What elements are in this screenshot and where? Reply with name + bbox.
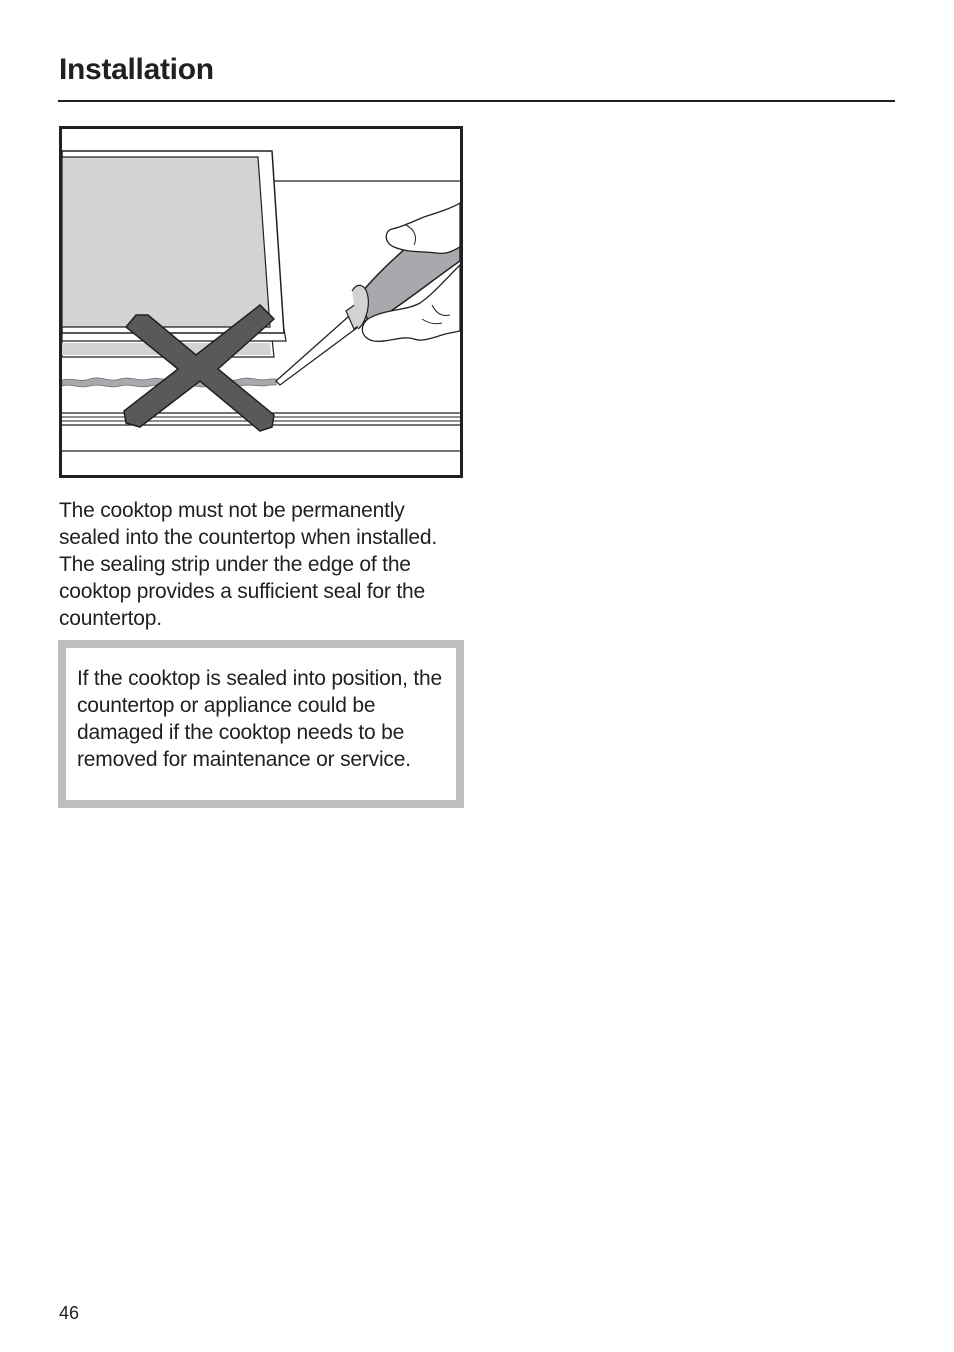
sealant-nozzle <box>276 317 358 385</box>
page-number: 46 <box>59 1303 80 1323</box>
warning-text: If the cooktop is sealed into position, the countertop or appliance could be damaged if the cooktop needs to be removed for maintenance or service. <box>77 667 442 771</box>
title-divider <box>58 100 895 102</box>
sealing-illustration <box>59 126 463 478</box>
cooktop-glass <box>62 157 270 327</box>
hand-upper-finger <box>386 203 460 253</box>
body-paragraph: The cooktop must not be permanently sealed into the countertop when installed. The sealing strip under the edge of the cooktop provides a sufficient seal for the countertop. <box>59 499 438 630</box>
warning-box <box>58 640 464 808</box>
page-title: Installation <box>59 53 214 86</box>
cooktop-illustration-drawing <box>62 129 460 475</box>
